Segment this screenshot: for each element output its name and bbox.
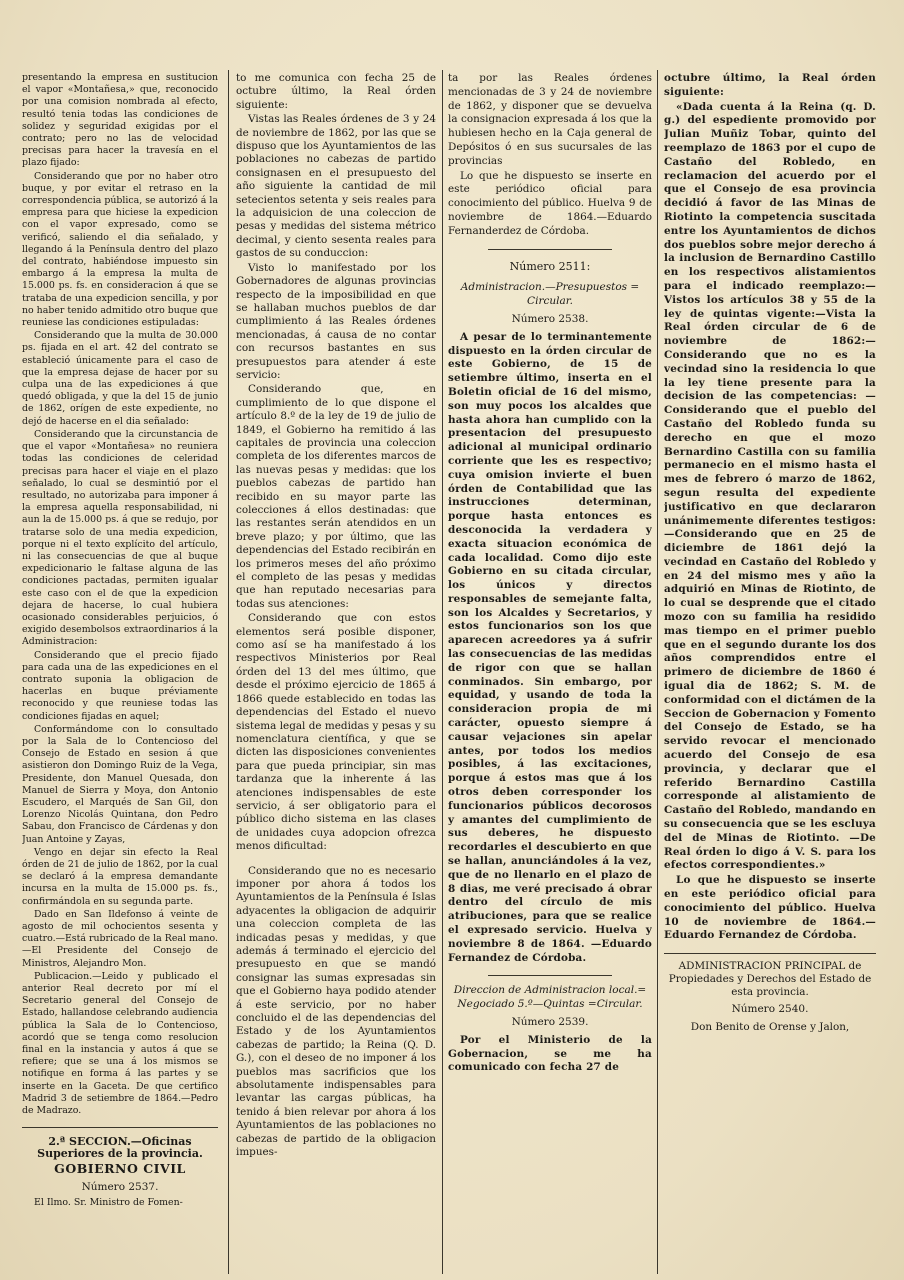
- paragraph: Don Benito de Orense y Jalon,: [690, 1021, 850, 1033]
- section-heading: 2.ª SECCION.—Oficinas Superiores de la provincia.: [37, 1135, 203, 1161]
- paragraph: Considerando que el precio fijado para cada una de las expediciones en el contrato suponia la obligacion de hacerlas en buque préviamente reconocido y que reuniese todas las condiciones fijadas en aquel;: [22, 649, 218, 722]
- column-divider: [657, 70, 658, 1274]
- paragraph: A pesar de lo terminantemente dispuesto en la órden circular de este Gobierno, de 15 de setiembre último, inserta en el Boletin oficial de 16 del mismo, son muy pocos los alcaldes que hasta ahora han cumplido con la presentacion del presupuesto adicional al municipal ordinario corriente que les es respectivo; cuya omision invierte el buen órden de Contabilidad que las instrucciones determinan, porque hasta entonces es desconocida la verdadera y exacta situacion económica de cada localidad. Como dijo este Gobierno en su citada circular, los únicos y directos responsables de semejante falta, son los Alcaldes y Secretarios, y estos funcionarios son los que aparecen acreedores ya á sufrir las consecuencias de las medidas de rigor con que se hallan conminados. Sin embargo, por equidad, y usando de toda la consideracion propia de mi carácter, opuesto siempre á causar vejaciones sin apelar antes, por todos los medios posibles, á las excitaciones, porque á estos mas que á los otros deben corresponder los funcionarios públicos decorosos y amantes del cumplimiento de sus deberes, he dispuesto recordarles el descubierto en que se hallan, anunciándoles á la vez, que de no llenarlo en el plazo de 8 dias, me veré precisado á obrar dentro del círculo de mis atribuciones, para que se realice el expresado servicio. Huelva y noviembre 8 de 1864. —Eduardo Fernandez de Córdoba.: [448, 330, 652, 964]
- column-2: [236, 72, 436, 1276]
- paragraph: «Dada cuenta á la Reina (q. D. g.) del espediente promovido por Julian Muñiz Tobar, quinto del reemplazo de 1863 por el cupo de Castaño del Robledo, en reclamacion del acuerdo por el que el Consejo de esa provincia decidió á favor de las Minas de Riotinto la competencia suscitada entre los Ayuntamientos de dichos dos pueblos sobre mejor derecho á la inclusion de Bernardino Castillo en los respectivos alistamientos para el indicado reemplazo:—Vistos los artículos 38 y 55 de la ley de quintas vigente:—Vista la Real órden circular de 6 de noviembre de 1862:—Considerando que no es la vecindad sino la residencia lo que la ley tiene presente para la decision de las competencias: —Considerando que el pueblo del Castaño del Robledo funda su derecho en que el mozo Bernardino Castilla con su familia permanecio en el mismo hasta el mes de febrero ó marzo de 1862, segun resulta del expediente justificativo en que declararon unánimemente diferentes testigos:—Considerando que en 25 de diciembre de 1861 dejó la vecindad en Castaño del Robledo y en 24 del mismo mes y año la adquirió en Minas de Riotinto, de lo cual se desprende que el citado mozo con su familia ha residido mas tiempo en el primer pueblo que en el segundo durante los dos años comprendidos entre el primero de diciembre de 1860 é igual dia de 1862; S. M. de conformidad con el dictámen de la Seccion de Gobernacion y Fomento del Consejo de Estado, se ha servido revocar el mencionado acuerdo del Consejo de esa provincia, y declarar que el referido Bernardino Castilla corresponde al alistamiento de Castaño del Robledo, mandando en su consecuencia que se les escluya del de Minas de Riotinto. —De Real órden lo digo á V. S. para los efectos correspondientes.»: [664, 100, 876, 872]
- paragraph: Publicacion.—Leido y publicado el anterior Real decreto por mí el Secretario general del Consejo de Estado, hallandose celebrando audiencia pública la Sala de lo Contencioso, acordó que se tenga como resolucion final en la instancia y autos á que se refiere; que se una á los mismos se notifique en forma á las partes y se inserte en la Gaceta. De que certifico Madrid 3 de setiembre de 1864.—Pedro de Madrazo.: [22, 970, 218, 1117]
- paragraph: Conformándome con lo consultado por la Sala de lo Contencioso del Consejo de Estado en sesion á que asistieron don Domingo Ruiz de la Vega, Presidente, don Manuel Quesada, don Manuel de Sierra y Moya, don Antonio Escudero, el Marqués de San Gil, don Lorenzo Nicolás Quintana, don Pedro Sabau, don Francisco de Cárdenas y don Juan Antoine y Zayas,: [22, 723, 218, 845]
- gobierno-civil-heading: GOBIERNO CIVIL: [54, 1160, 186, 1176]
- section-divider: [488, 975, 612, 976]
- column-4: [664, 72, 876, 1276]
- paragraph: Visto lo manifestado por los Gobernadores de algunas provincias respecto de la imposibilidad en que se hallaban muchos pueblos de dar cumplimiento á las Reales órdenes mencionadas, á causa de no contar con recursos bastantes en sus presupuestos para atender á este servicio:: [236, 261, 436, 381]
- direccion-subheading: Direccion de Administracion local.= Negociado 5.º—Quintas =Circular.: [453, 984, 647, 1011]
- paragraph: Considerando que por no haber otro buque, y por evitar el retraso en la correspondencia pública, se autorizó á la empresa para que hiciese la expedicion con el vapor expresado, como se verificó, saliendo el dia señalado, y llegando á la Península dentro del plazo del contrato, habiéndose impuesto sin embargo á la empresa la multa de 15.000 ps. fs. en consideracion á que se trataba de una expedicion sencilla, y por no haber tenido admitido otro buque que reuniese las condiciones estipuladas:: [22, 170, 218, 329]
- numero-2511: Número 2511:: [509, 259, 591, 273]
- column-divider: [228, 70, 229, 1274]
- paragraph: Considerando que la multa de 30.000 ps. fijada en el art. 42 del contrato se estableció únicamente para el caso de que la empresa dejase de hacer por su culpa una de las expediciones á que quedó obligada, y que la del 15 de junio de 1862, orígen de este expediente, no dejó de hacerse en el dia señalado:: [22, 330, 218, 427]
- numero-2537: Número 2537.: [81, 1180, 159, 1193]
- section-divider: [22, 1127, 218, 1128]
- section-divider: [664, 953, 876, 954]
- column-divider: [442, 70, 443, 1274]
- paragraph: Dado en San Ildefonso á veinte de agosto de mil ochocientos sesenta y cuatro.—Está rubricado de la Real mano.—El Presidente del Consejo de Ministros, Alejandro Mon.: [22, 908, 218, 969]
- administracion-heading: ADMINISTRACION PRINCIPAL de Propiedades y Derechos del Estado de esta provincia.: [668, 960, 872, 999]
- paragraph: presentando la empresa en sustitucion el vapor «Montañesa,» que, reconocido por una comision nombrada al efecto, resultó tenia todas las condiciones de solidez y seguridad exigidas por el contrato; pero no las de velocidad precisas para hacer la travesía en el plazo fijado:: [22, 72, 218, 169]
- paragraph: El Ilmo. Sr. Ministro de Fomen-: [34, 1197, 183, 1209]
- paragraph: Considerando que, en cumplimiento de lo que dispone el artículo 8.º de la ley de 19 de julio de 1849, el Gobierno ha remitido á las capitales de provincia una coleccion completa de los diferentes marcos de las nuevas pesas y medidas: que los pueblos cabezas de partido han recibido en su mayor parte las colecciones á ellos destinadas: que las restantes serán atendidos en un breve plazo; y por último, que las dependencias del Estado recibirán en los primeros meses del año próximo el completo de las pesas y medidas que han reputado necesarias para todas sus atenciones:: [236, 383, 436, 610]
- numero-2539: Número 2539.: [511, 1016, 589, 1028]
- paragraph: Lo que he dispuesto se inserte en este periódico oficial para conocimiento del público. Huelva 10 de noviembre de 1864.—Eduardo Fernandez de Córdoba.: [664, 874, 876, 942]
- paragraph: to me comunica con fecha 25 de octubre último, la Real órden siguiente:: [236, 72, 436, 111]
- numero-2540: Número 2540.: [731, 1003, 809, 1016]
- column-3: [448, 72, 652, 1276]
- admin-subheading: Administracion.—Presupuestos = Circular.: [460, 281, 640, 308]
- paragraph: Considerando que no es necesario imponer por ahora á todos los Ayuntamientos de la Península é Islas adyacentes la obligacion de adquirir una coleccion completa de las indicadas pesas y medidas, y que además á terminado el ejercicio del presupuesto en que se mandó consignar las sumas expresadas sin que el Gobierno haya podido atender á este servicio, por no haber concluido el de las dependencias del Estado y de los Ayuntamientos cabezas de partido; la Reina (Q. D. G.), con el deseo de no imponer á los pueblos mas sacrificios que los absolutamente indispensables para levantar las cargas públicas, ha tenido á bien relevar por ahora á los Ayuntamientos de las poblaciones no cabezas de partido de la obligacion impues-: [236, 864, 436, 1159]
- paragraph: Vengo en dejar sin efecto la Real órden de 21 de julio de 1862, por la cual se declaró á la empresa demandante incursa en la multa de 15.000 ps. fs., confirmándola en su segunda parte.: [22, 846, 218, 907]
- paragraph: Por el Ministerio de la Gobernacion, se me ha comunicado con fecha 27 de: [448, 1033, 652, 1074]
- paragraph: Lo que he dispuesto se inserte en este periódico oficial para conocimiento del público. Huelva 9 de noviembre de 1864.—Eduardo Fernanderdez de Córdoba.: [448, 169, 652, 237]
- paragraph: Vistas las Reales órdenes de 3 y 24 de noviembre de 1862, por las que se dispuso que los Ayuntamientos de las poblaciones no cabezas de partido consignasen en el presupuesto del año siguiente la cantidad de mil setecientos setenta y seis reales para la adquisicion de una coleccion de pesas y medidas del sistema métrico decimal, y ciento sesenta reales para gastos de su conduccion:: [236, 113, 436, 260]
- paragraph: octubre último, la Real órden siguiente:: [664, 72, 876, 98]
- column-1: [22, 72, 218, 1276]
- numero-2538: Número 2538.: [511, 312, 589, 325]
- paragraph: Considerando que con estos elementos será posible disponer, como así se ha manifestado á los respectivos Ministerios por Real órden del 13 del mes último, que desde el próximo ejercicio de 1865 á 1866 quede establecido en todas las dependencias del Estado el nuevo sistema legal de medidas y pesas y su nomenclatura científica, y que se dicten las disposiciones convenientes para que pueda principiar, sin mas tardanza que la inherente á las atenciones indispensables de este servicio, á ser obligatorio para el público dicho sistema en las clases de unidades cuya adopcion ofrezca menos dificultad:: [236, 612, 436, 853]
- paragraph: ta por las Reales órdenes mencionadas de 3 y 24 de noviembre de 1862, y disponer que se devuelva la consignacion expresada á los que la hubiesen hecho en la Caja general de Depósitos ó en sus sucursales de las provincias: [448, 72, 652, 167]
- section-divider: [488, 249, 612, 250]
- paragraph: Considerando que la circunstancia de que el vapor «Montañesa» no reuniera todas las condiciones de celeridad precisas para hacer el viaje en el plazo señalado, lo cual se desmintió por el resultado, no autorizaba para imponer á la empresa aquella responsabilidad, ni aun la de 15.000 ps. á que se redujo, por tratarse solo de una media expedicion, porque ni el texto explícito del artículo, ni las consecuencias de que al buque expedicionario le faltase alguna de las condiciones pactadas, permiten igualar este caso con el de que la expedicion dejara de hacerse, lo cual hubiera ocasionado considerables perjuicios, ó exigido desembolsos extraordinarios á la Administracion:: [22, 428, 218, 648]
